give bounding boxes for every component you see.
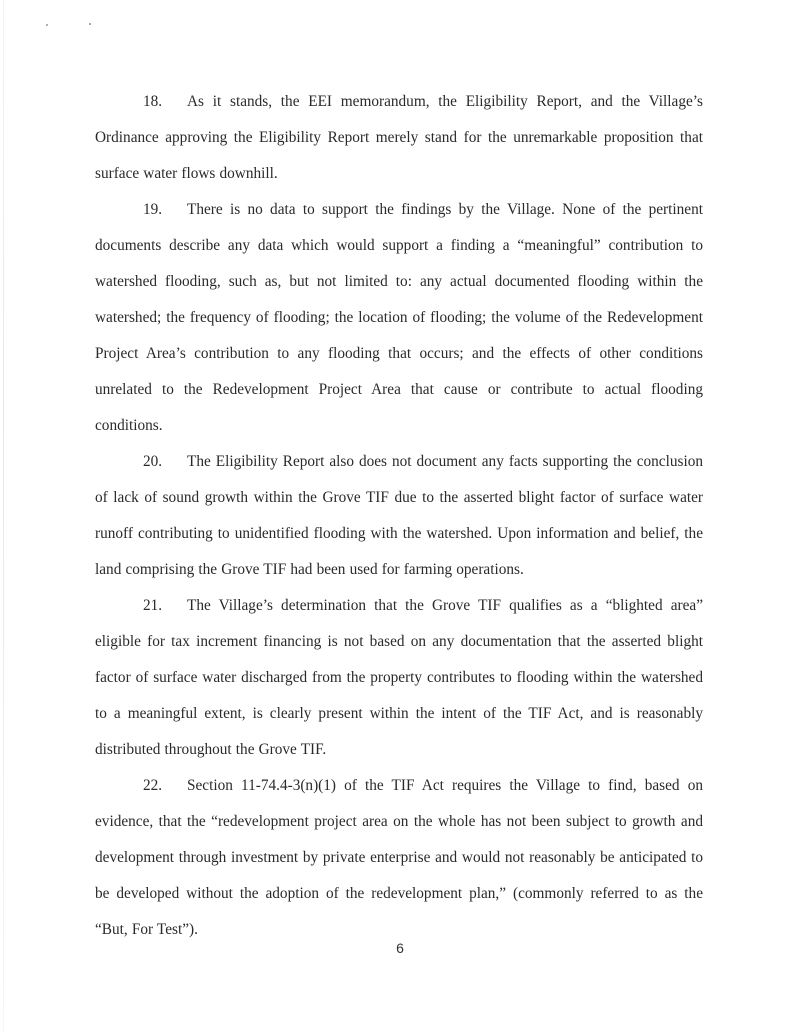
- scan-speck: [46, 24, 48, 26]
- paragraph-number: 18.: [143, 93, 163, 110]
- scan-speck: [89, 23, 91, 25]
- paragraph-text: Section 11-74.4-3(n)(1) of the TIF Act requires the Village to find, based on evidence, that the “redevelopment project area on the whole has not been subject to growth and development through investment by private enterprise and would not reasonably be anticipated to be developed without the adoption of the redevelopment plan,” (commonly referred to as the “But, For Test”).: [95, 777, 703, 938]
- document-body: [95, 84, 703, 948]
- paragraph-number: 21.: [143, 597, 163, 614]
- paragraph-text: The Eligibility Report also does not document any facts supporting the conclusion of lack of sound growth within the Grove TIF due to the asserted blight factor of surface water runoff contributing to unidentified flooding with the watershed. Upon information and belief, the land comprising the Grove TIF had been used for farming operations.: [95, 453, 703, 578]
- paragraph-text: There is no data to support the findings by the Village. None of the pertinent documents describe any data which would support a finding a “meaningful” contribution to watershed flooding, such as, but not limited to: any actual documented flooding within the watershed; the frequency of flooding; the location of flooding; the volume of the Redevelopment Project Area’s contribution to any flooding that occurs; and the effects of other conditions unrelated to the Redevelopment Project Area that cause or contribute to actual flooding conditions.: [95, 201, 703, 434]
- paragraph-text: As it stands, the EEI memorandum, the Eligibility Report, and the Village’s Ordinance approving the Eligibility Report merely stand for the unremarkable proposition that surface water flows downhill.: [95, 93, 703, 182]
- paragraph-19: [95, 192, 703, 444]
- paragraph-number: 20.: [143, 453, 163, 470]
- paragraph-20: [95, 444, 703, 588]
- paragraph-number: 19.: [143, 201, 163, 218]
- paragraph-18: [95, 84, 703, 192]
- page-number: 6: [396, 940, 404, 956]
- paragraph-22: [95, 768, 703, 948]
- paragraph-21: [95, 588, 703, 768]
- paragraph-number: 22.: [143, 777, 163, 794]
- paragraph-text: The Village’s determination that the Grove TIF qualifies as a “blighted area” eligible for tax increment financing is not based on any documentation that the asserted blight factor of surface water discharged from the property contributes to flooding within the watershed to a meaningful extent, is clearly present within the intent of the TIF Act, and is reasonably distributed throughout the Grove TIF.: [95, 597, 703, 758]
- scan-edge-shadow: [3, 0, 4, 1032]
